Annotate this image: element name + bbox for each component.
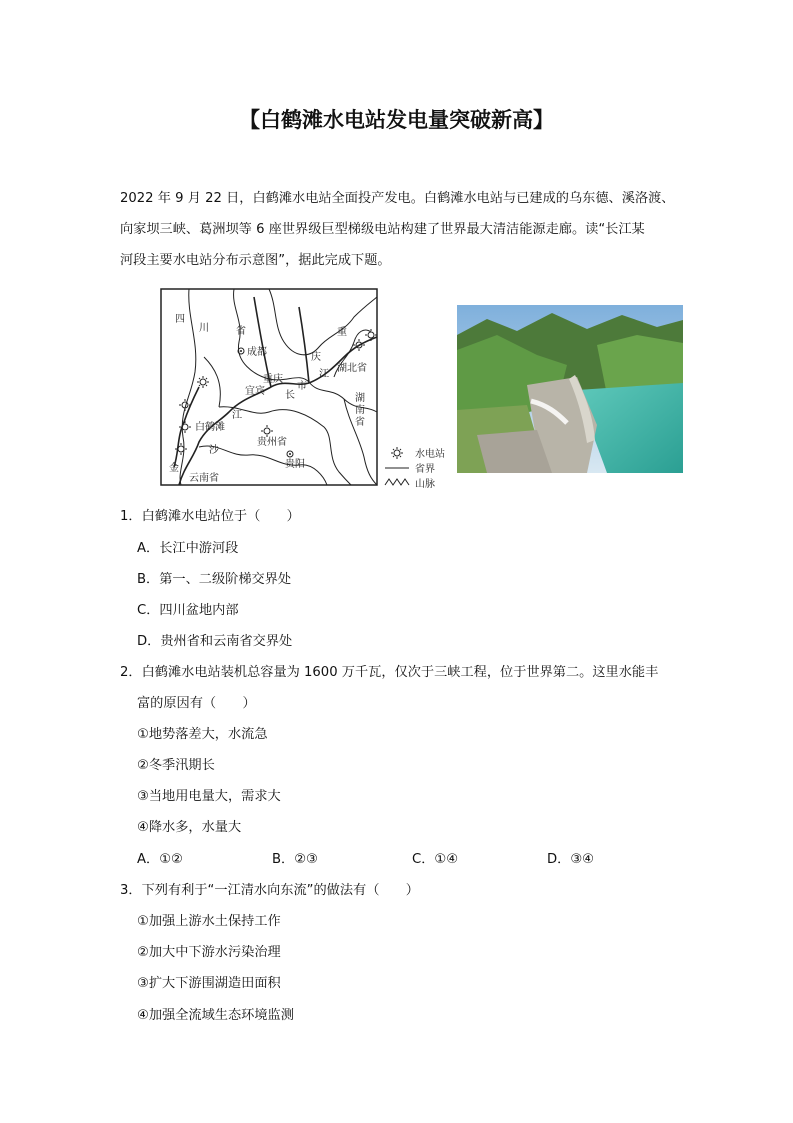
question-3-item: ③扩大下游围湖造田面积 bbox=[137, 976, 281, 991]
question-3-stem: 3．下列有利于“一江清水向东流”的做法有（ ） bbox=[120, 883, 419, 898]
question-2-stem-cont: 富的原因有（ ） bbox=[137, 696, 256, 711]
intro-line: 2022 年 9 月 22 日，白鹤滩水电站全面投产发电。白鹤滩水电站与已建成的乌东德、溪洛渡、 bbox=[120, 191, 675, 206]
legend-label: 省界 bbox=[415, 464, 435, 475]
map-label: 市 bbox=[297, 381, 307, 392]
map-label: 成都 bbox=[247, 347, 267, 358]
river-map bbox=[159, 287, 451, 491]
legend-label: 水电站 bbox=[415, 449, 445, 460]
map-label: 四 bbox=[175, 314, 185, 325]
map-label: 宜宾 bbox=[245, 386, 265, 397]
question-1-option-d[interactable]: D．贵州省和云南省交界处 bbox=[137, 634, 293, 649]
map-label: 省 bbox=[236, 326, 246, 337]
dam-photo-svg bbox=[457, 305, 683, 473]
map-label: 川 bbox=[199, 323, 209, 334]
dam-photo bbox=[457, 305, 683, 473]
question-2-choice-b[interactable]: B．②③ bbox=[272, 852, 318, 867]
mountain-icon bbox=[385, 479, 409, 485]
page-title: 【白鹤滩水电站发电量突破新高】 bbox=[239, 108, 554, 132]
question-3-item: ②加大中下游水污染治理 bbox=[137, 945, 281, 960]
map-label: 贵阳 bbox=[285, 459, 305, 470]
intro-line: 河段主要水电站分布示意图”，据此完成下题。 bbox=[120, 253, 391, 268]
intro-line: 向家坝三峡、葛洲坝等 6 座世界级巨型梯级电站构建了世界最大清洁能源走廊。读“长江某 bbox=[120, 222, 645, 237]
intro-paragraph bbox=[120, 183, 680, 276]
station-icon bbox=[391, 447, 403, 459]
map-label: 庆 bbox=[311, 352, 321, 363]
map-label: 沙 bbox=[209, 445, 219, 456]
map-label: 金 bbox=[169, 463, 179, 474]
question-3-item: ④加强全流域生态环境监测 bbox=[137, 1008, 294, 1023]
question-2-item: ③当地用电量大，需求大 bbox=[137, 789, 281, 804]
map-label: 贵州省 bbox=[257, 437, 287, 448]
question-1-option-b[interactable]: B．第一、二级阶梯交界处 bbox=[137, 572, 292, 587]
river-map-svg bbox=[159, 287, 451, 491]
question-2-choice-c[interactable]: C．①④ bbox=[412, 852, 459, 867]
question-2-choice-a[interactable]: A．①② bbox=[137, 852, 183, 867]
question-1-option-c[interactable]: C．四川盆地内部 bbox=[137, 603, 239, 618]
map-label: 湖 bbox=[355, 393, 365, 404]
question-2-choices bbox=[0, 850, 793, 870]
map-label: 重 bbox=[337, 327, 347, 338]
question-2-item: ④降水多，水量大 bbox=[137, 820, 242, 835]
map-label: 省 bbox=[355, 417, 365, 428]
map-label: 云南省 bbox=[189, 473, 219, 484]
question-2-item: ①地势落差大，水流急 bbox=[137, 727, 268, 742]
question-2-item: ②冬季汛期长 bbox=[137, 758, 215, 773]
question-2-choice-d[interactable]: D．③④ bbox=[547, 852, 594, 867]
map-label: 南 bbox=[355, 405, 365, 416]
map-label: 重庆 bbox=[263, 374, 283, 385]
map-label: 江 bbox=[319, 369, 329, 380]
question-3-item: ①加强上游水土保持工作 bbox=[137, 914, 281, 929]
map-label: 湖北省 bbox=[337, 363, 367, 374]
question-1-stem: 1．白鹤滩水电站位于（ ） bbox=[120, 509, 300, 524]
legend-label: 山脉 bbox=[415, 479, 435, 490]
question-2-stem: 2．白鹤滩水电站装机总容量为 1600 万千瓦，仅次于三峡工程，位于世界第二。这里水能丰 bbox=[120, 665, 659, 680]
map-label: 江 bbox=[232, 410, 242, 421]
map-label: 白鹤滩 bbox=[195, 422, 225, 433]
map-label: 长 bbox=[285, 390, 295, 401]
map-legend bbox=[385, 447, 445, 490]
question-1-option-a[interactable]: A．长江中游河段 bbox=[137, 541, 239, 556]
